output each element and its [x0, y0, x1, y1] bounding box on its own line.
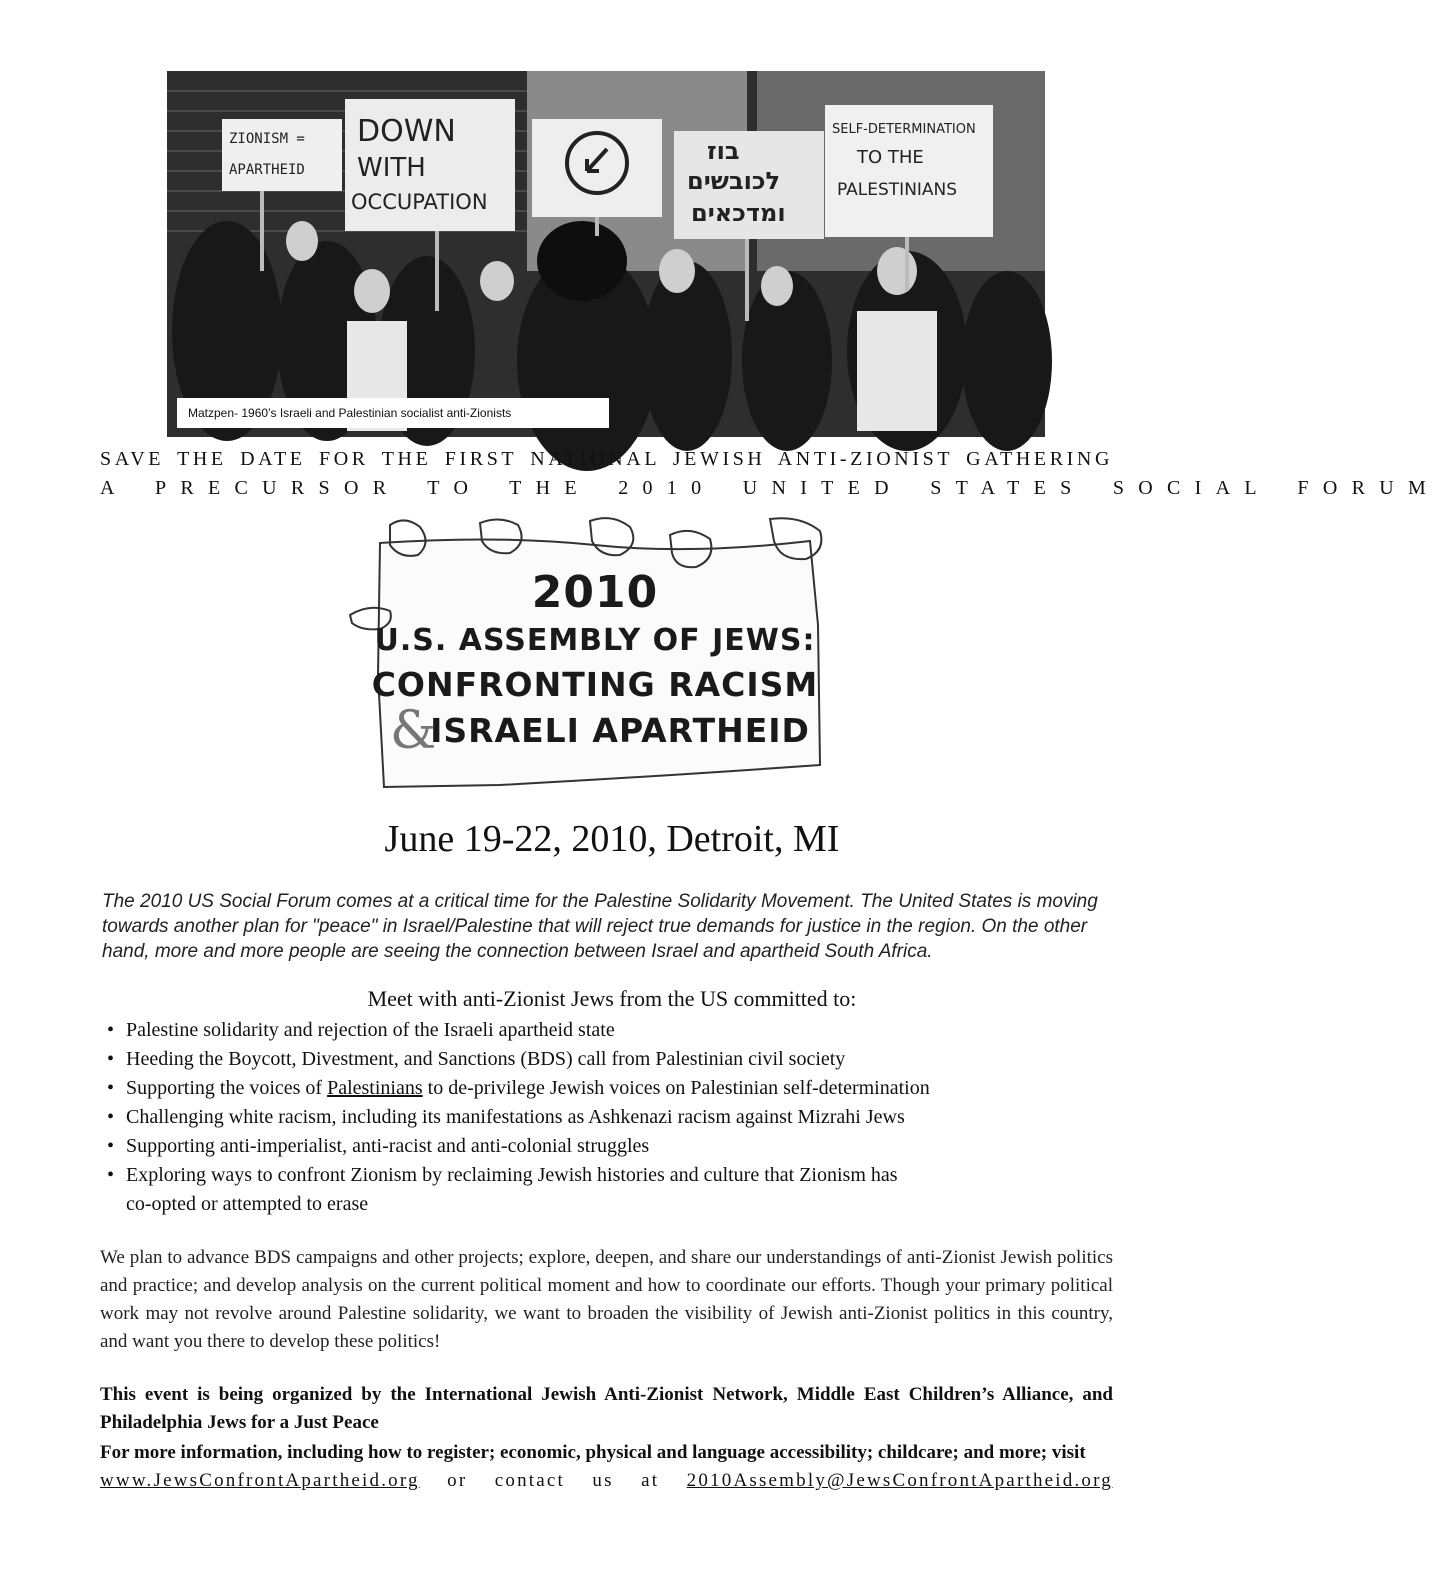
logo-line3: ISRAELI APARTHEID: [430, 711, 810, 750]
sign-zionism-line2: APARTHEID: [229, 162, 305, 178]
svg-text:בוז: בוז: [707, 137, 740, 165]
email-link[interactable]: 2010Assembly@JewsConfrontApartheid.org: [686, 1470, 1113, 1491]
commitments-list: [100, 1016, 1100, 1219]
palestinians-link[interactable]: Palestinians: [327, 1077, 423, 1099]
list-item: • Supporting anti-imperialist, anti-racist and anti-colonial struggles: [100, 1132, 1100, 1161]
list-item: • Exploring ways to confront Zionism by reclaiming Jewish histories and culture that Zionism has co-opted or attempted to erase: [100, 1161, 1100, 1219]
website-link[interactable]: www.JewsConfrontApartheid.org: [100, 1470, 420, 1491]
sign-down-line2: WITH: [357, 153, 426, 183]
sign-self-line3: PALESTINIANS: [837, 180, 958, 200]
more-info-text: For more information, including how to register; economic, physical and language accessibility; childcare; and more; visit: [100, 1442, 1086, 1463]
logo-ampersand: &: [390, 701, 438, 761]
sign-self-line1: SELF-DETERMINATION: [832, 122, 976, 137]
commitments-heading: Meet with anti-Zionist Jews from the US committed to:: [367, 986, 857, 1011]
assembly-logo: [350, 515, 840, 800]
bullet-icon: •: [107, 1164, 115, 1186]
sign-down-line3: OCCUPATION: [351, 190, 488, 214]
logo-line1: U.S. ASSEMBLY OF JEWS:: [374, 623, 816, 658]
plan-paragraph: We plan to advance BDS campaigns and other projects; explore, deepen, and share our understandings of anti-Zionist Jewish politics and practice; and develop analysis on the current political moment and how to coordinate our efforts. Though your primary political work may not revolve around Palestine solidarity, we want to broaden the visibility of Jewish anti-Zionist politics in this country, and want you there to develop these politics!: [100, 1247, 1113, 1352]
bullet-icon: •: [107, 1077, 115, 1099]
sign-hebrew-line2: ומדכאים: [691, 199, 786, 227]
sign-zionism-line1: ZIONISM =: [229, 131, 305, 147]
intro-paragraph: The 2010 US Social Forum comes at a critical time for the Palestine Solidarity Movement. The United States is moving towards another plan for "peace" in Israel/Palestine that will reject true demands for justice in the region. On the other hand, more and more people are seeing the connection between Israel and apartheid South Africa.: [102, 891, 1098, 962]
list-item: • Supporting the voices of Palestinians to de-privilege Jewish voices on Palestinian self-determination: [100, 1074, 1100, 1103]
organizers-paragraph: This event is being organized by the International Jewish Anti-Zionist Network, Middle East Children’s Alliance, and Philadelphia Jews for a Just Peace: [100, 1384, 1113, 1433]
logo-year: 2010: [531, 567, 659, 618]
bullet-icon: •: [107, 1019, 115, 1041]
photo-caption: Matzpen- 1960’s Israeli and Palestinian socialist anti-Zionists: [177, 398, 609, 428]
sign-hebrew-line1: לכובשים: [687, 167, 780, 195]
sign-down-line1: DOWN: [357, 114, 456, 149]
logo-line2: CONFRONTING RACISM: [371, 665, 819, 704]
contact-line: [100, 1470, 1113, 1492]
photo-illustration: [167, 71, 1045, 437]
list-item: • Palestine solidarity and rejection of the Israeli apartheid state: [100, 1016, 1100, 1045]
bullet-icon: •: [107, 1106, 115, 1128]
protest-photo: [167, 71, 1045, 437]
list-item: • Heeding the Boycott, Divestment, and Sanctions (BDS) call from Palestinian civil society: [100, 1045, 1100, 1074]
precursor-heading: A PRECURSOR TO THE 2010 UNITED STATES SOCIAL FORUM: [100, 477, 1440, 499]
list-item: • Challenging white racism, including its manifestations as Ashkenazi racism against Mizrahi Jews: [100, 1103, 1100, 1132]
event-date: June 19-22, 2010, Detroit, MI: [384, 818, 840, 860]
contact-middle-text: or contact us at: [419, 1470, 687, 1491]
bullet-icon: •: [107, 1048, 115, 1070]
save-the-date-heading: SAVE THE DATE FOR THE FIRST NATIONAL JEWISH ANTI-ZIONIST GATHERING: [100, 448, 1113, 470]
sign-self-line2: TO THE: [857, 147, 924, 168]
bullet-icon: •: [107, 1135, 115, 1157]
